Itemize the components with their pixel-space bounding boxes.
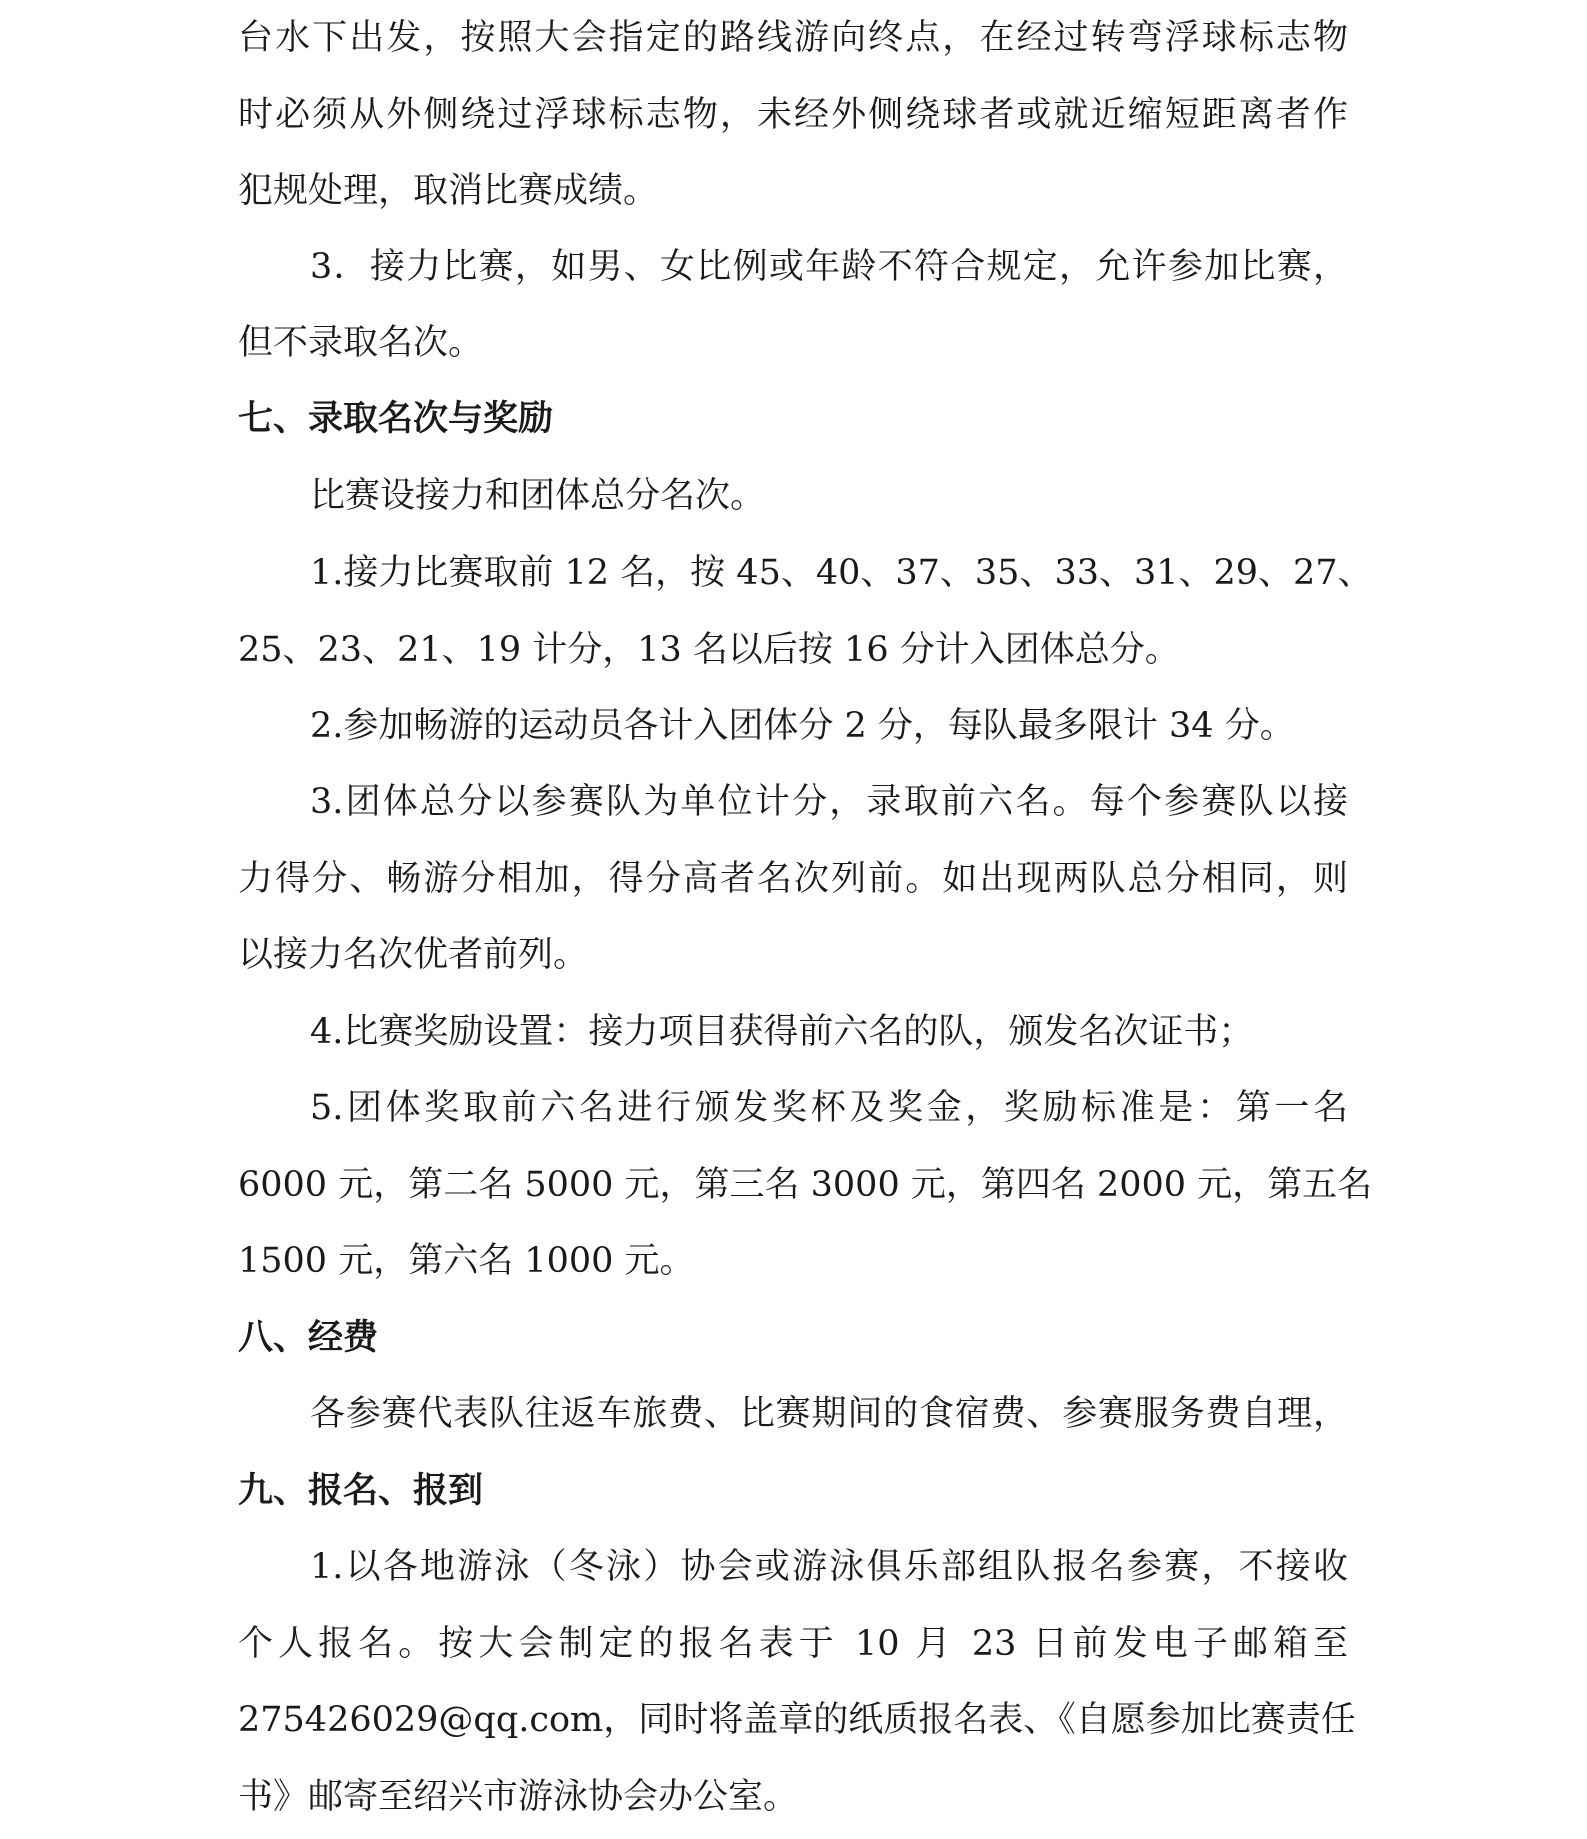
paragraph-line: 5.团体奖取前六名进行颁发奖杯及奖金，奖励标准是：第一名 bbox=[310, 1088, 1348, 1128]
section-heading: 七、录取名次与奖励 bbox=[238, 399, 554, 439]
paragraph-line: 但不录取名次。 bbox=[238, 323, 484, 363]
paragraph-line: 275426029@qq.com，同时将盖章的纸质报名表、《自愿参加比赛责任 bbox=[238, 1700, 1356, 1740]
paragraph-line: 25、23、21、19 计分，13 名以后按 16 分计入团体总分。 bbox=[238, 630, 1180, 670]
paragraph-line: 时必须从外侧绕过浮球标志物，未经外侧绕球者或就近缩短距离者作 bbox=[238, 95, 1348, 135]
paragraph-line: 个人报名。按大会制定的报名表于 10 月 23 日前发电子邮箱至 bbox=[238, 1624, 1348, 1664]
paragraph-line: 6000 元，第二名 5000 元，第三名 3000 元，第四名 2000 元，第五名 bbox=[238, 1165, 1373, 1205]
paragraph-line: 2.参加畅游的运动员各计入团体分 2 分，每队最多限计 34 分。 bbox=[310, 706, 1295, 746]
paragraph-line: 1.以各地游泳（冬泳）协会或游泳俱乐部组队报名参赛，不接收 bbox=[310, 1547, 1348, 1587]
paragraph-line: 犯规处理，取消比赛成绩。 bbox=[238, 171, 659, 211]
paragraph-line: 3．接力比赛，如男、女比例或年龄不符合规定，允许参加比赛， bbox=[310, 247, 1348, 287]
paragraph-line: 4.比赛奖励设置：接力项目获得前六名的队，颁发名次证书； bbox=[310, 1012, 1254, 1052]
paragraph-line: 以接力名次优者前列。 bbox=[238, 935, 589, 975]
paragraph-line: 1.接力比赛取前 12 名，按 45、40、37、35、33、31、29、27、 bbox=[310, 553, 1373, 593]
paragraph-line: 力得分、畅游分相加，得分高者名次列前。如出现两队总分相同，则 bbox=[238, 859, 1348, 899]
paragraph-line: 1500 元，第六名 1000 元。 bbox=[238, 1241, 695, 1281]
section-heading: 九、报名、报到 bbox=[238, 1471, 484, 1511]
paragraph-line: 书》邮寄至绍兴市游泳协会办公室。 bbox=[238, 1777, 799, 1817]
paragraph-line: 3.团体总分以参赛队为单位计分，录取前六名。每个参赛队以接 bbox=[310, 782, 1348, 822]
paragraph-line: 各参赛代表队往返车旅费、比赛期间的食宿费、参赛服务费自理， bbox=[310, 1394, 1348, 1434]
paragraph-line: 台水下出发，按照大会指定的路线游向终点，在经过转弯浮球标志物 bbox=[238, 18, 1348, 58]
paragraph-line: 比赛设接力和团体总分名次。 bbox=[310, 476, 766, 516]
section-heading: 八、经费 bbox=[238, 1318, 379, 1358]
